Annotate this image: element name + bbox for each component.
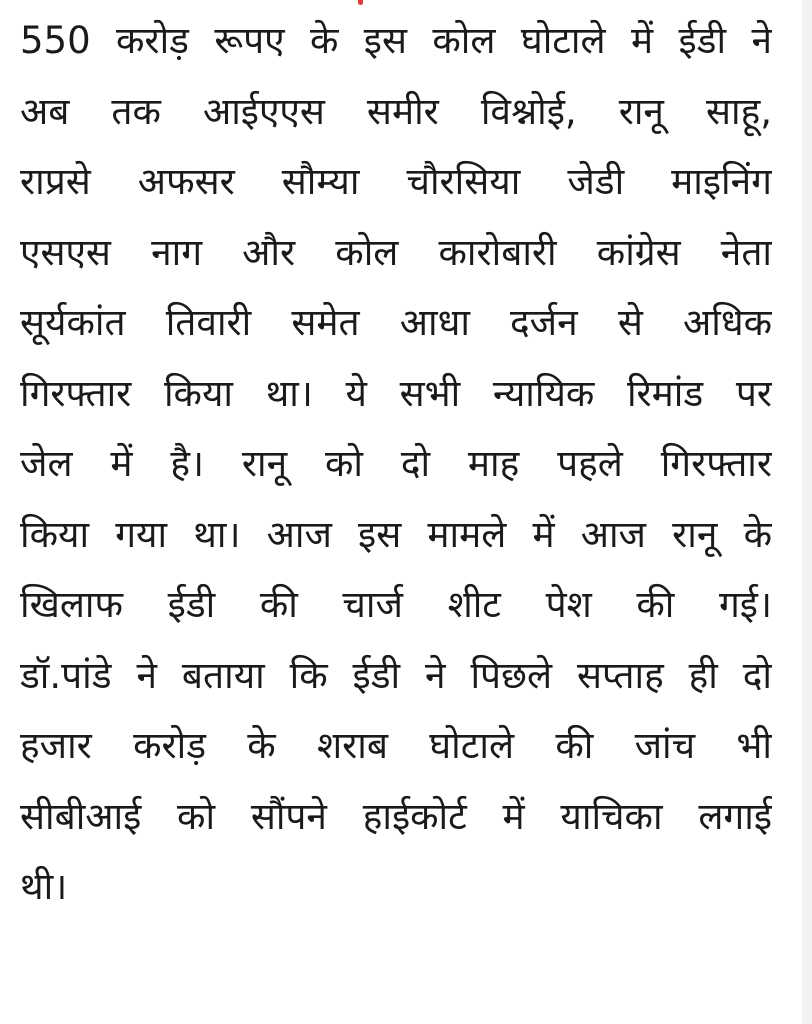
red-indicator-dot <box>358 0 363 5</box>
scrollbar-track[interactable] <box>802 0 812 1024</box>
article-body <box>20 6 772 923</box>
article-line: अब तक आईएएस समीर विश्नोई, रानू साहू, <box>20 89 772 133</box>
article-line: सूर्यकांत तिवारी समेत आधा दर्जन से अधिक <box>20 301 772 344</box>
article-line: थी। <box>20 865 68 908</box>
article-line: डॉ.पांडे ने बताया कि ईडी ने पिछले सप्ताह ही दो <box>20 653 772 697</box>
article-line: किया गया था। आज इस मामले में आज रानू के <box>20 512 772 556</box>
article-line: सीबीआई को सौंपने हाईकोर्ट में याचिका लगाई <box>20 794 772 838</box>
article-line: हजार करोड़ के शराब घोटाले की जांच भी <box>20 724 772 767</box>
article-line: खिलाफ ईडी की चार्ज शीट पेश की गई। <box>20 583 772 626</box>
article-line: गिरफ्तार किया था। ये सभी न्यायिक रिमांड पर <box>20 371 772 415</box>
article-line: एसएस नाग और कोल कारोबारी कांग्रेस नेता <box>20 230 772 274</box>
article-line: 550 करोड़ रूपए के इस कोल घोटाले में ईडी ने <box>20 19 772 62</box>
article-line: जेल में है। रानू को दो माह पहले गिरफ्तार <box>20 442 772 485</box>
article-line: राप्रसे अफसर सौम्या चौरसिया जेडी माइनिंग <box>20 160 772 203</box>
